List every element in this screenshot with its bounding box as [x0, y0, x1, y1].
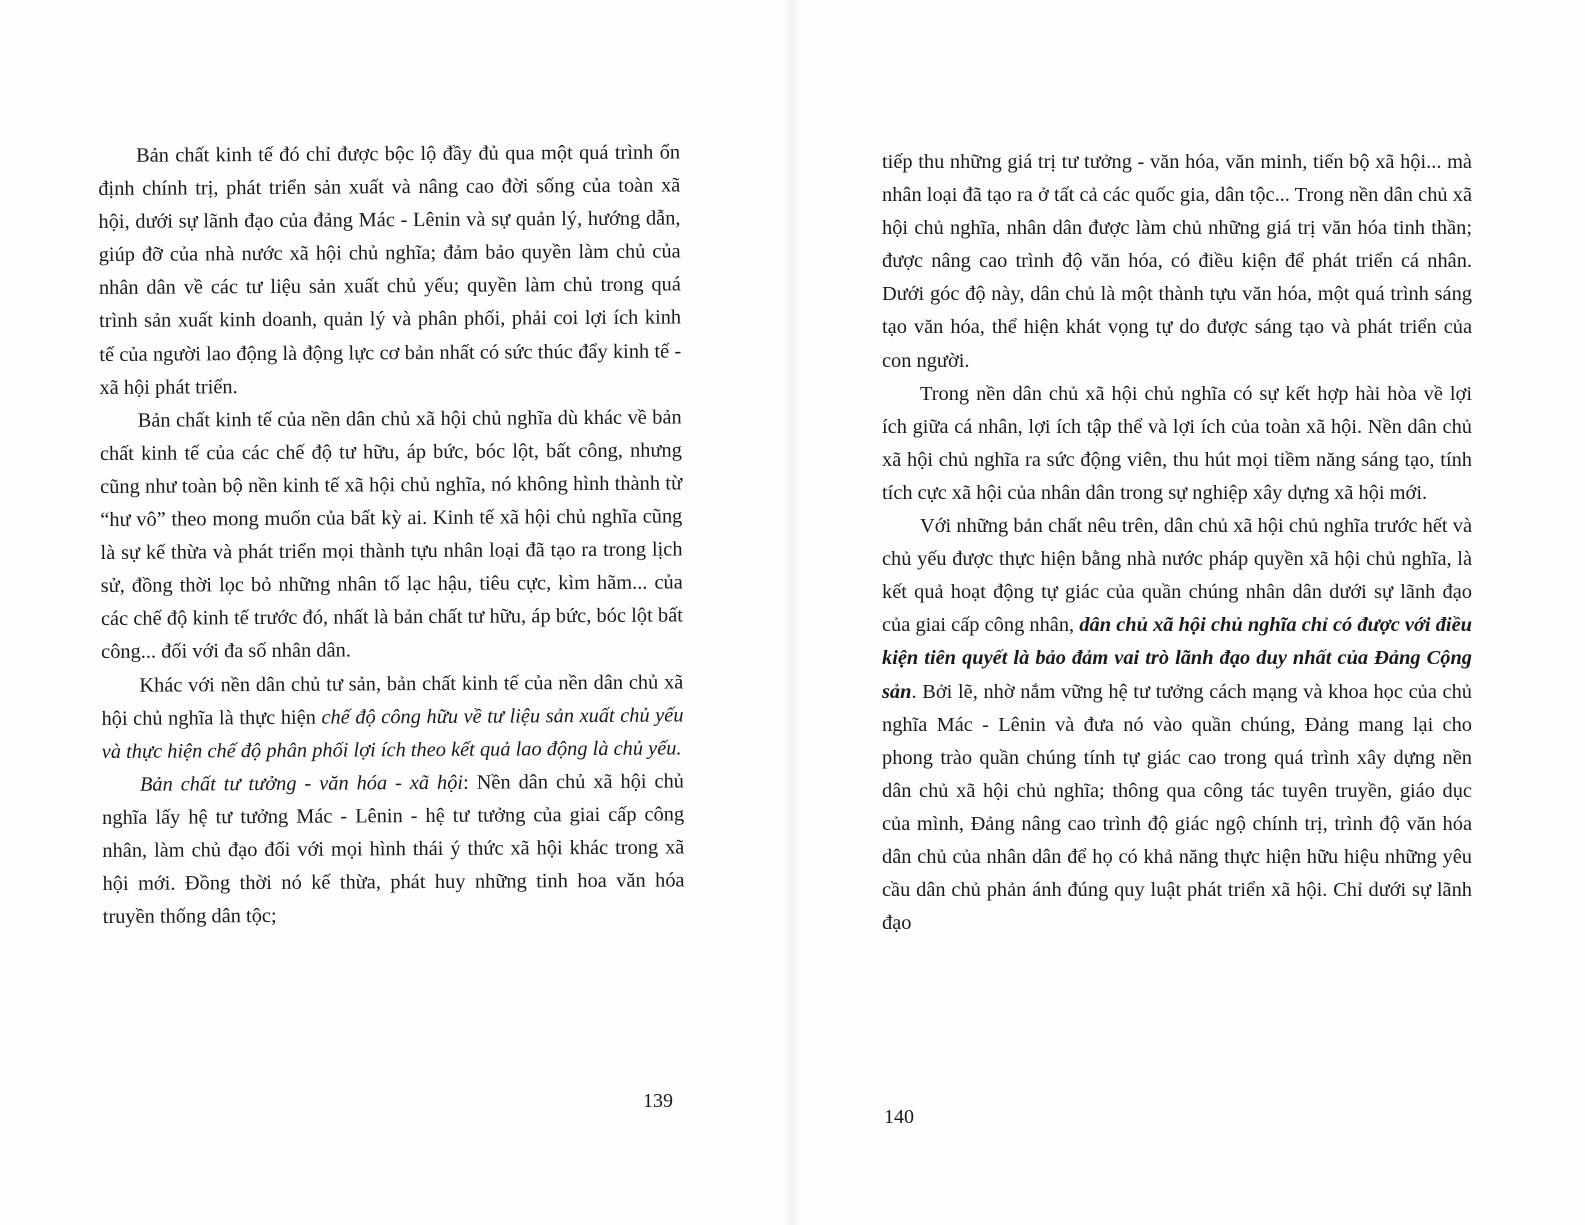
text-run: Khác với nền dân chủ tư sản, bản chất kinh tế của nền dân chủ xã hội chủ nghĩa là thực hiện: [101, 670, 684, 730]
text-run: . Bởi lẽ, nhờ nắm vững hệ tư tưởng cách mạng và khoa học của chủ nghĩa Mác - Lênin và đưa nó vào quần chúng, Đảng mang lại cho phong trào quần chúng tính tự giác cao trong quá trình xây dựng nền dân chủ xã hội chủ nghĩa; thông qua công tác tuyên truyền, giáo dục của mình, Đảng nâng cao trình độ giác ngộ chính trị, trình độ văn hóa dân chủ của nhân dân để họ có khả năng thực hiện hữu hiệu những yêu cầu dân chủ phản ánh đúng quy luật phát triển xã hội. Chỉ dưới sự lãnh đạo: [882, 680, 1472, 935]
book-gutter: [782, 0, 802, 1225]
paragraph: [882, 146, 1472, 378]
paragraph: [98, 136, 682, 404]
emphasis-text-run: Bản chất tư tưởng - văn hóa - xã hội: [139, 771, 464, 796]
left-page-text: [98, 136, 685, 934]
right-page-text: [882, 146, 1472, 940]
text-run: Trong nền dân chủ xã hội chủ nghĩa có sự kết hợp hài hòa về lợi ích giữa cá nhân, lợi ích tập thể và lợi ích của toàn xã hội. Nền dân chủ xã hội chủ nghĩa ra sức động viên, thu hút mọi tiềm năng sáng tạo, tính tích cực xã hội của nhân dân trong sự nghiệp xây dựng xã hội mới.: [882, 382, 1472, 504]
text-run: Bản chất kinh tế đó chỉ được bộc lộ đầy đủ qua một quá trình ổn định chính trị, phát triển sản xuất và nâng cao đời sống của toàn xã hội, dưới sự lãnh đạo của đảng Mác - Lênin và sự quản lý, hướng dẫn, giúp đỡ của nhà nước xã hội chủ nghĩa; đảm bảo quyền làm chủ của nhân dân về các tư liệu sản xuất chủ yếu; quyền làm chủ trong quá trình sản xuất kinh doanh, quản lý và phân phối, phải coi lợi ích kinh tế của người lao động là động lực cơ bản nhất có sức thúc đẩy kinh tế - xã hội phát triển.: [98, 141, 682, 399]
paragraph: [102, 765, 685, 934]
right-page-number: 140: [884, 1106, 914, 1128]
left-page-number: 139: [643, 1090, 673, 1112]
paragraph: [100, 401, 684, 669]
text-run: : Nền dân chủ xã hội chủ nghĩa lấy hệ tư tưởng Mác - Lênin - hệ tư tưởng của giai cấp công nhân, làm chủ đạo đối với mọi hình thái ý thức xã hội khác trong xã hội mới. Đồng thời nó kế thừa, phát huy những tinh hoa văn hóa truyền thống dân tộc;: [102, 770, 685, 929]
right-page: [882, 146, 1472, 940]
text-run: Bản chất kinh tế của nền dân chủ xã hội chủ nghĩa dù khác về bản chất kinh tế của các chế độ tư hữu, áp bức, bóc lột, bất công, nhưng cũng như toàn bộ nền kinh tế xã hội chủ nghĩa, nó không hình thành từ “hư vô” theo mong muốn của bất kỳ ai. Kinh tế xã hội chủ nghĩa cũng là sự kế thừa và phát triển mọi thành tựu nhân loại đã tạo ra trong lịch sử, đồng thời lọc bỏ những nhân tố lạc hậu, tiêu cực, kìm hãm... của các chế độ kinh tế trước đó, nhất là bản chất tư hữu, áp bức, bóc lột bất công... đối với đa số nhân dân.: [99, 406, 683, 664]
paragraph: [882, 378, 1472, 510]
paragraph: [101, 666, 684, 769]
paragraph: [882, 510, 1472, 940]
text-run: tiếp thu những giá trị tư tưởng - văn hóa, văn minh, tiến bộ xã hội... mà nhân loại đã tạo ra ở tất cả các quốc gia, dân tộc... Trong nền dân chủ xã hội chủ nghĩa, nhân dân được làm chủ những giá trị văn hóa tinh thần; được nâng cao trình độ văn hóa, có điều kiện để phát triển cá nhân. Dưới góc độ này, dân chủ là một thành tựu văn hóa, một quá trình sáng tạo văn hóa, thể hiện khát vọng tự do được sáng tạo và phát triển của con người.: [882, 151, 1472, 372]
emphasis-text-run: dân chủ xã hội chủ nghĩa chỉ có được với điều kiện tiên quyết là bảo đảm vai trò lãnh đạo duy nhất của Đảng Cộng sản: [882, 614, 1472, 703]
left-page: [98, 136, 685, 934]
emphasis-text-run: chế độ công hữu về tư liệu sản xuất chủ yếu và thực hiện chế độ phân phối lợi ích theo kết quả lao động là chủ yếu.: [101, 704, 684, 763]
text-run: Với những bản chất nêu trên, dân chủ xã hội chủ nghĩa trước hết và chủ yếu được thực hiện bằng nhà nước pháp quyền xã hội chủ nghĩa, là kết quả hoạt động tự giác của quần chúng nhân dân dưới sự lãnh đạo của giai cấp công nhân,: [882, 515, 1472, 637]
